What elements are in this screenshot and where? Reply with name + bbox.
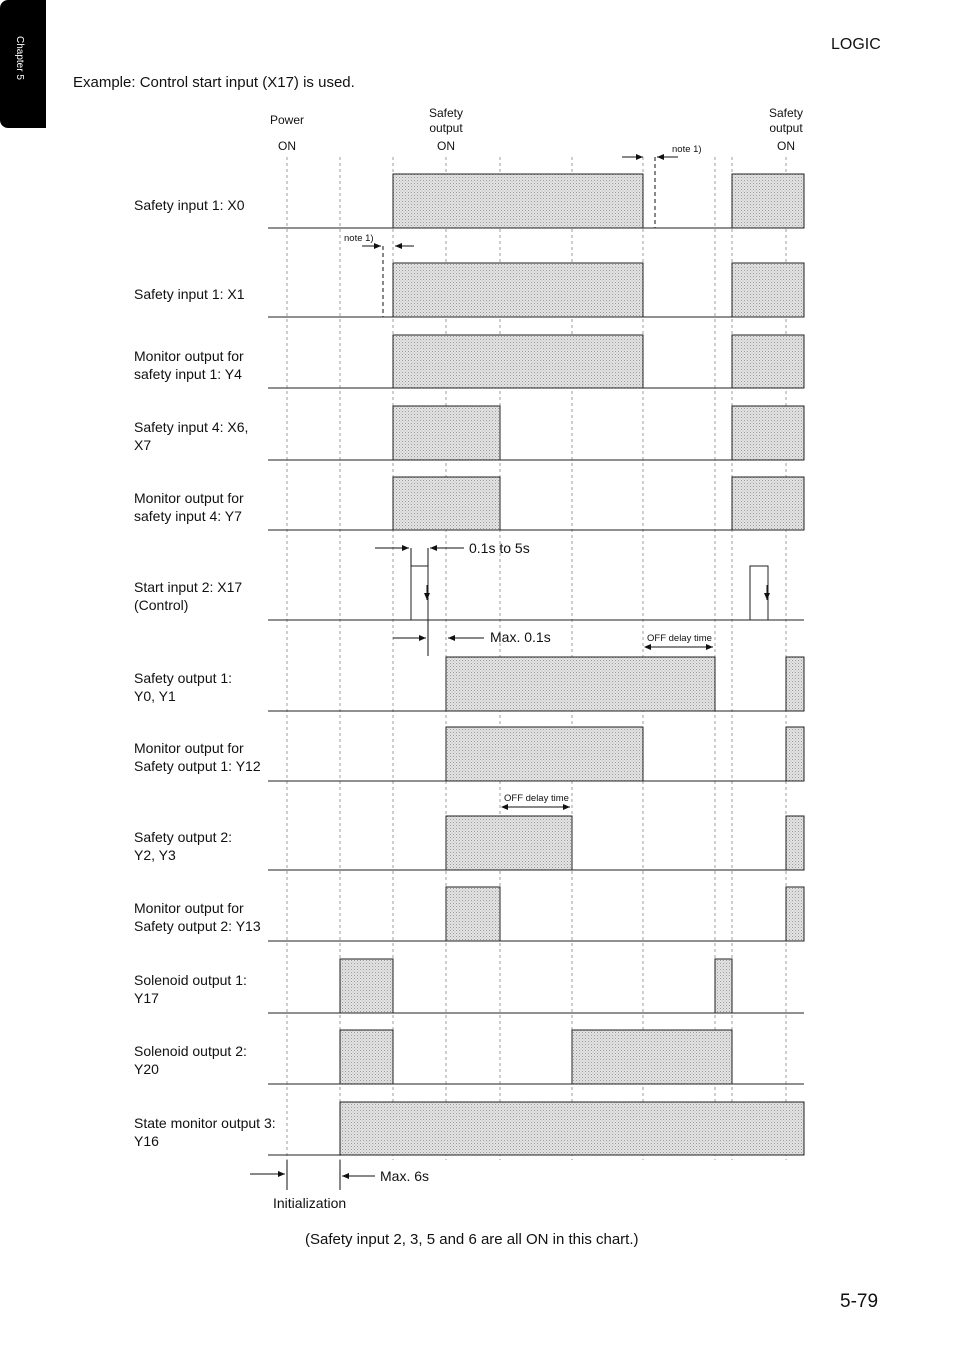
- pulse-8-1: [786, 816, 804, 870]
- signal-label-line: Safety input 4: X6,: [134, 419, 249, 435]
- note-label-x0: note 1): [672, 144, 702, 155]
- label-offdelay-2: OFF delay time: [504, 793, 569, 804]
- signal-wave-12: [268, 1102, 804, 1155]
- signal-wave-0: [268, 174, 804, 228]
- signal-wave-8: [268, 816, 804, 870]
- signal-label: [134, 348, 244, 382]
- top-label-line: ON: [278, 139, 296, 153]
- signal-label-line: Safety input 1: X0: [134, 197, 245, 213]
- signal-wave-10: [268, 959, 804, 1013]
- signal-label-line: Safety output 2: Y13: [134, 918, 261, 934]
- signal-label: [134, 579, 242, 613]
- signal-label: [134, 1043, 247, 1077]
- chapter-tab-label: Chapter 5: [14, 36, 25, 80]
- signal-wave-5: [268, 566, 804, 620]
- signal-label-line: Y17: [134, 990, 159, 1006]
- signal-label-line: Safety output 1:: [134, 670, 233, 686]
- signal-label-line: (Control): [134, 597, 189, 613]
- signal-label: [134, 829, 232, 863]
- pulse-10-1: [715, 959, 732, 1013]
- pulse-1-0: [393, 263, 643, 317]
- signal-label-line: Start input 2: X17: [134, 579, 243, 595]
- signal-label-line: Safety input 1: X1: [134, 286, 245, 302]
- signal-label: [134, 419, 248, 453]
- signal-label: [134, 972, 247, 1006]
- top-label-line: output: [429, 121, 463, 135]
- pulse-4-1: [732, 477, 804, 530]
- example-caption: Example: Control start input (X17) is used.: [73, 74, 355, 91]
- pulse-0-0: [393, 174, 643, 228]
- signal-wave-11: [268, 1030, 804, 1084]
- pulse-11-1: [572, 1030, 732, 1084]
- signal-label-line: Monitor output for: [134, 490, 244, 506]
- pulse-9-0: [446, 887, 500, 941]
- pulse-4-0: [393, 477, 500, 530]
- pulse-0-1: [732, 174, 804, 228]
- top-label-line: Safety: [768, 106, 804, 120]
- signal-label-line: Monitor output for: [134, 348, 244, 364]
- signal-wave-3: [268, 406, 804, 460]
- signal-label: [134, 197, 245, 213]
- pulse-2-0: [393, 335, 643, 388]
- signal-wave-2: [268, 335, 804, 388]
- signal-label-line: Monitor output for: [134, 740, 244, 756]
- signal-label-line: X7: [134, 437, 152, 453]
- top-label-line: Power: [269, 113, 305, 127]
- top-label-line: ON: [777, 139, 795, 153]
- signal-label: [134, 670, 232, 704]
- signal-label-line: Y0, Y1: [134, 688, 176, 704]
- signal-label-line: Solenoid output 2:: [134, 1043, 247, 1059]
- signal-label-line: Solenoid output 1:: [134, 972, 247, 988]
- signal-label: [134, 900, 261, 934]
- pulse-6-1: [786, 657, 804, 711]
- signal-label-line: Y16: [134, 1133, 159, 1149]
- signal-label-line: Safety output 2:: [134, 829, 233, 845]
- pulse-3-1: [732, 406, 804, 460]
- top-label-line: Safety: [428, 106, 464, 120]
- pulse-7-0: [446, 727, 643, 781]
- signal-label-line: safety input 4: Y7: [134, 508, 242, 524]
- pulse-11-0: [340, 1030, 393, 1084]
- pulse-1-1: [732, 263, 804, 317]
- signal-label-line: Safety output 1: Y12: [134, 758, 261, 774]
- signal-label-line: State monitor output 3:: [134, 1115, 276, 1131]
- signal-label: [134, 1115, 276, 1149]
- top-label-line: ON: [437, 139, 455, 153]
- signal-label-line: Monitor output for: [134, 900, 244, 916]
- signal-label: [134, 740, 261, 774]
- signal-label-line: safety input 1: Y4: [134, 366, 242, 382]
- chart-footnote: (Safety input 2, 3, 5 and 6 are all ON in this chart.): [305, 1231, 639, 1248]
- pulse-10-0: [340, 959, 393, 1013]
- pulse-9-1: [786, 887, 804, 941]
- pulse-12-0: [340, 1102, 804, 1155]
- section-header: LOGIC: [831, 36, 881, 53]
- signal-label-line: Y20: [134, 1061, 159, 1077]
- signal-label: [134, 490, 244, 524]
- top-label-line: output: [769, 121, 803, 135]
- pulse-8-0: [446, 816, 572, 870]
- signal-wave-4: [268, 477, 804, 530]
- signal-label-line: Y2, Y3: [134, 847, 176, 863]
- page-number: 5-79: [840, 1291, 879, 1312]
- label-max01: Max. 0.1s: [490, 629, 551, 645]
- label-max6: Max. 6s: [380, 1168, 430, 1184]
- pulse-5-1: [750, 566, 768, 620]
- signal-wave-7: [268, 727, 804, 781]
- signal-wave-6: [268, 657, 804, 711]
- label-initialization: Initialization: [273, 1195, 347, 1211]
- pulse-6-0: [446, 657, 715, 711]
- signal-label: [134, 286, 245, 302]
- note-label-x1: note 1): [344, 233, 374, 244]
- pulse-3-0: [393, 406, 500, 460]
- pulse-5-0: [411, 566, 428, 620]
- label-pulse-width: 0.1s to 5s: [469, 540, 530, 556]
- pulse-7-1: [786, 727, 804, 781]
- signal-wave-1: [268, 263, 804, 317]
- pulse-2-1: [732, 335, 804, 388]
- signal-wave-9: [268, 887, 804, 941]
- label-offdelay-1: OFF delay time: [647, 633, 712, 644]
